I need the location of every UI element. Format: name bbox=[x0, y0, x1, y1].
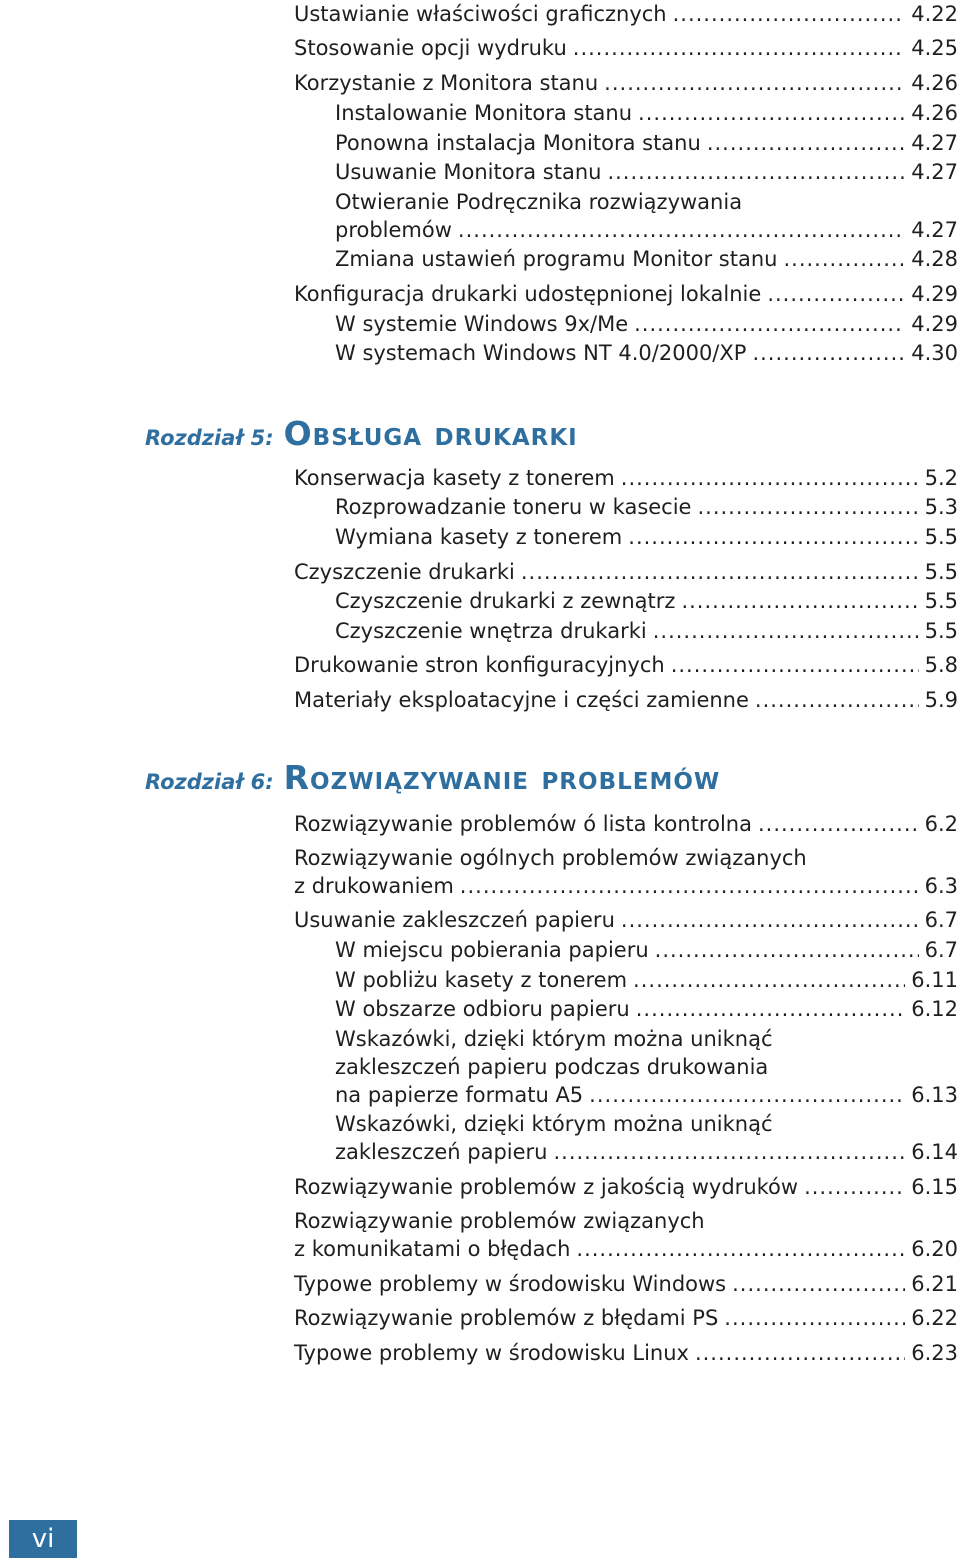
toc-entry[interactable]: Zmiana ustawień programu Monitor stanu ..... 4.28 bbox=[335, 245, 958, 273]
toc-entry[interactable]: Typowe problemy w środowisku Windows ..... 6.21 bbox=[294, 1270, 958, 1298]
chapter-label: Rozdział 5: bbox=[145, 426, 274, 450]
toc-entry[interactable]: Czyszczenie wnętrza drukarki ..... 5.5 bbox=[335, 617, 958, 645]
toc-entry[interactable]: Ponowna instalacja Monitora stanu ..... 4.27 bbox=[335, 129, 958, 157]
page-number-badge bbox=[9, 1520, 77, 1558]
toc-entry[interactable]: Wskazówki, dzięki którym można uniknąć zakleszczeń papieru podczas drukowania na papierze formatu A5 ..... 6.13 bbox=[335, 1025, 958, 1109]
toc-entry[interactable]: Ustawianie właściwości graficznych ..... 4.22 bbox=[294, 0, 958, 28]
toc-entry[interactable]: Drukowanie stron konfiguracyjnych ..... 5.8 bbox=[294, 651, 958, 679]
toc-entry[interactable]: Rozwiązywanie problemów z błędami PS ..... 6.22 bbox=[294, 1304, 958, 1332]
toc-entry[interactable]: W pobliżu kasety z tonerem ..... 6.11 bbox=[335, 966, 958, 994]
toc-entry[interactable]: Rozprowadzanie toneru w kasecie ..... 5.3 bbox=[335, 493, 958, 521]
toc-entry[interactable]: Czyszczenie drukarki ..... 5.5 bbox=[294, 558, 958, 586]
toc-entry[interactable]: Wymiana kasety z tonerem ..... 5.5 bbox=[335, 523, 958, 551]
page-number: vi bbox=[31, 1524, 55, 1554]
toc-entry[interactable]: W miejscu pobierania papieru ..... 6.7 bbox=[335, 936, 958, 964]
toc-entry[interactable]: Wskazówki, dzięki którym można uniknąć zakleszczeń papieru ..... 6.14 bbox=[335, 1110, 958, 1166]
chapter-label: Rozdział 6: bbox=[145, 770, 274, 794]
chapter-6-heading bbox=[145, 758, 720, 797]
toc-entry[interactable]: Rozwiązywanie ogólnych problemów związanych z drukowaniem ..... 6.3 bbox=[294, 844, 958, 900]
toc-entry[interactable]: Usuwanie Monitora stanu ..... 4.27 bbox=[335, 158, 958, 186]
chapter-5-heading bbox=[145, 414, 578, 453]
toc-entry[interactable]: Usuwanie zakleszczeń papieru ..... 6.7 bbox=[294, 906, 958, 934]
toc-entry[interactable]: Typowe problemy w środowisku Linux ..... 6.23 bbox=[294, 1339, 958, 1367]
toc-entry[interactable]: W obszarze odbioru papieru ..... 6.12 bbox=[335, 995, 958, 1023]
toc-entry[interactable]: Rozwiązywanie problemów ó lista kontrolna ..... 6.2 bbox=[294, 810, 958, 838]
toc-entry[interactable]: Korzystanie z Monitora stanu ..... 4.26 bbox=[294, 69, 958, 97]
chapter-title: Rozwiązywanie problemów bbox=[283, 758, 721, 797]
toc-entry[interactable]: Czyszczenie drukarki z zewnątrz ..... 5.5 bbox=[335, 587, 958, 615]
toc-entry[interactable]: Rozwiązywanie problemów związanych z komunikatami o błędach ..... 6.20 bbox=[294, 1207, 958, 1263]
toc-entry[interactable]: W systemie Windows 9x/Me ..... 4.29 bbox=[335, 310, 958, 338]
chapter-title: Obsługa drukarki bbox=[283, 414, 578, 453]
toc-entry[interactable]: Rozwiązywanie problemów z jakością wydruków ..... 6.15 bbox=[294, 1173, 958, 1201]
toc-entry[interactable]: W systemach Windows NT 4.0/2000/XP ..... 4.30 bbox=[335, 339, 958, 367]
toc-entry[interactable]: Konfiguracja drukarki udostępnionej lokalnie ..... 4.29 bbox=[294, 280, 958, 308]
toc-entry[interactable]: Instalowanie Monitora stanu ..... 4.26 bbox=[335, 99, 958, 127]
toc-entry[interactable]: Otwieranie Podręcznika rozwiązywania problemów ..... 4.27 bbox=[335, 188, 958, 244]
toc-entry[interactable]: Materiały eksploatacyjne i części zamienne ..... 5.9 bbox=[294, 686, 958, 714]
toc-entry[interactable]: Konserwacja kasety z tonerem ..... 5.2 bbox=[294, 464, 958, 492]
toc-entry[interactable]: Stosowanie opcji wydruku ..... 4.25 bbox=[294, 34, 958, 62]
